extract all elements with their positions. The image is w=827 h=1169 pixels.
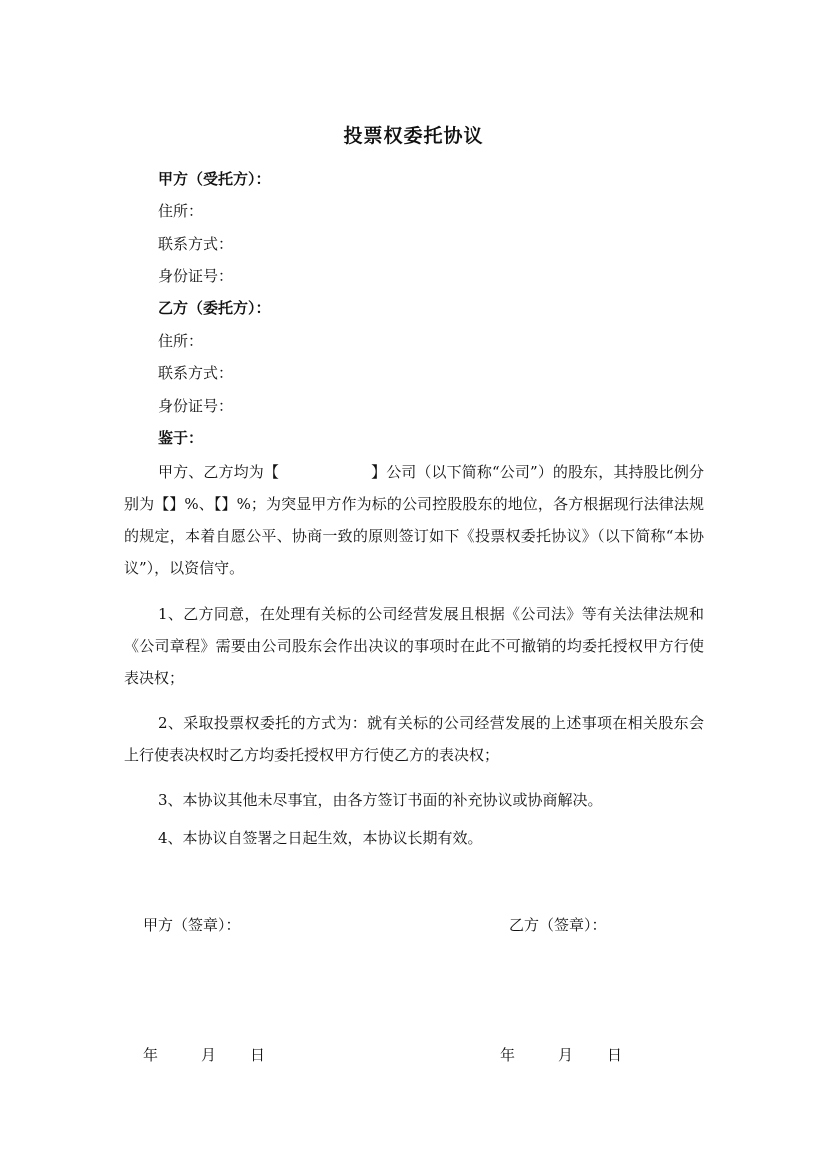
preamble-part2: 】公司（以下简称“公司”）的股东，其持股比例分别为【】%、【】%；为突显甲方作为标的公司控股股东的地位，各方根据现行法律法规的规定，本着自愿公平、协商一致的原则签订如下《投票权委托协议》（以下简称“本协议”），以资信守。: [124, 463, 704, 577]
preamble-part1: 甲方、乙方均为【: [158, 463, 279, 481]
party-a-contact-label: 联系方式：: [158, 235, 234, 253]
party-b-day: 日: [607, 1046, 623, 1064]
document-title: 投票权委托协议: [343, 125, 484, 147]
party-a-id-label: 身份证号：: [158, 267, 234, 285]
party-a-signature-label: 甲方（签章）：: [143, 916, 241, 934]
party-a-date: [143, 1044, 265, 1065]
party-b-heading: 乙方（委托方）：: [158, 299, 271, 317]
clause-2: 2、采取投票权委托的方式为：就有关标的公司经营发展的上述事项在相关股东会上行使表决权时乙方均委托授权甲方行使乙方的表决权；: [124, 714, 704, 764]
party-b-id-label: 身份证号：: [158, 397, 234, 415]
party-a-month: 月: [201, 1046, 217, 1064]
clause-1: 1、乙方同意，在处理有关标的公司经营发展且根据《公司法》等有关法律法规和《公司章程》需要由公司股东会作出决议的事项时在此不可撤销的均委托授权甲方行使表决权；: [124, 605, 704, 687]
party-a-address-label: 住所：: [158, 202, 204, 220]
clause-4: 4、本协议自签署之日起生效，本协议长期有效。: [158, 829, 483, 847]
party-b-address-label: 住所：: [158, 332, 204, 350]
clause-3: 3、本协议其他未尽事宜，由各方签订书面的补充协议或协商解决。: [158, 791, 603, 809]
party-b-signature-label: 乙方（签章）：: [509, 916, 607, 934]
party-b-year: 年: [500, 1046, 516, 1064]
party-b-date: [500, 1044, 622, 1065]
party-b-month: 月: [558, 1046, 574, 1064]
party-a-year: 年: [143, 1046, 159, 1064]
party-a-day: 日: [250, 1046, 266, 1064]
party-a-heading: 甲方（受托方）：: [158, 170, 271, 188]
preamble-paragraph: [124, 456, 704, 584]
whereas-heading: 鉴于：: [158, 429, 204, 447]
party-b-contact-label: 联系方式：: [158, 364, 234, 382]
